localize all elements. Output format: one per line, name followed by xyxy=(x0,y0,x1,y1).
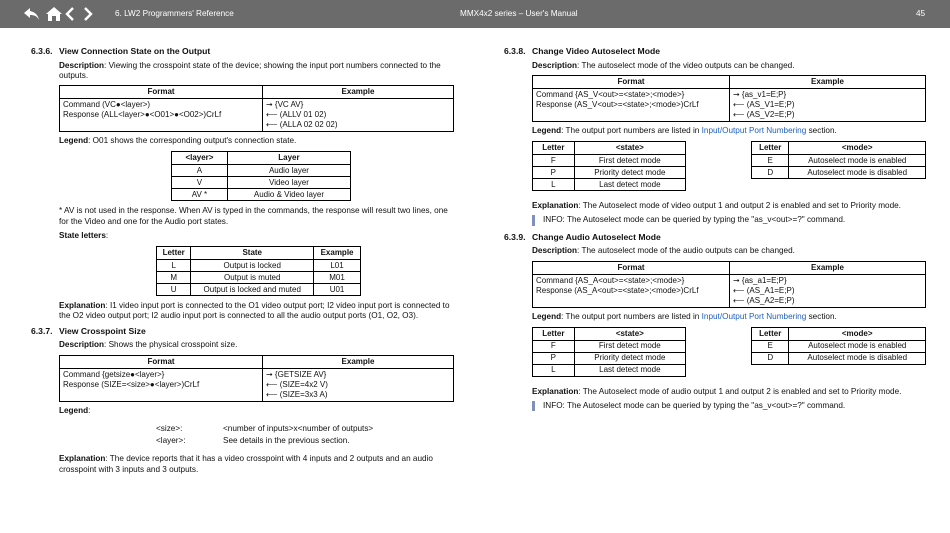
table-row: AV * Audio & Video layer xyxy=(172,189,351,201)
table-row: F First detect mode xyxy=(533,340,686,352)
description: Description: The autoselect mode of the audio outputs can be changed. xyxy=(532,246,795,256)
table-row: P Priority detect mode xyxy=(533,352,686,364)
table-row: E Autoselect mode is enabled xyxy=(752,155,926,167)
table-row: L Last detect mode xyxy=(533,179,686,191)
section-heading: 6.3.8. Change Video Autoselect Mode xyxy=(504,46,660,56)
note: * AV is not used in the response. When AV is typed in the commands, the response will result two lines, one for the Video and one for the Audio port states. xyxy=(59,206,448,226)
info-box: INFO: The Autoselect mode can be queried by typing the "as_v<out>=?" command. xyxy=(532,215,926,225)
legend-row: <size>: <number of inputs>x<number of outputs> xyxy=(156,423,374,433)
table-row: P Priority detect mode xyxy=(533,167,686,179)
chapter-title: 6. LW2 Programmers' Reference xyxy=(115,9,234,18)
right-column xyxy=(504,46,926,417)
format-table: Format Example Command {AS_V<out>=<state>;<mode>} Response (AS_V<out>=<state>;<mode>)CrLf ➞ {as_v1=E;P} ⟵ (AS_V1=E;P) ⟵ (AS_V2=E;P) xyxy=(532,75,926,122)
mode-table: Letter <mode> E Autoselect mode is enabled D Autoselect mode is disabled xyxy=(751,141,926,179)
state-table: Letter <state> F First detect mode P Priority detect mode L Last detect mode xyxy=(532,327,686,377)
explanation: Explanation: The Autoselect mode of audio output 1 and output 2 is enabled and set to Priority mode. xyxy=(532,386,902,396)
table-row: V Video layer xyxy=(172,177,351,189)
mode-table: Letter <mode> E Autoselect mode is enabled D Autoselect mode is disabled xyxy=(751,327,926,365)
state-letters-label: State letters: xyxy=(59,230,109,240)
section-heading: 6.3.6. View Connection State on the Output xyxy=(31,46,211,56)
format-table: Format Example Command (VC●<layer>) Response (ALL<layer>●<O01>●<O02>)CrLf ➞ {VC AV} ⟵ (ALLV 01 02) ⟵ (ALLA 02 02 02) xyxy=(59,85,454,132)
legend: Legend: xyxy=(59,405,91,415)
table-row: D Autoselect mode is disabled xyxy=(752,352,926,364)
table-row: E Autoselect mode is enabled xyxy=(752,340,926,352)
table-row: D Autoselect mode is disabled xyxy=(752,167,926,179)
explanation: Explanation: The Autoselect mode of video output 1 and output 2 is enabled and set to Priority mode. xyxy=(532,201,901,211)
layer-table: <layer> Layer A Audio layer V Video layer AV * Audio & Video layer xyxy=(171,151,351,201)
chevron-left-icon[interactable] xyxy=(63,4,77,24)
port-numbering-link[interactable]: Input/Output Port Numbering xyxy=(701,125,807,135)
table-row: U Output is locked and muted U01 xyxy=(157,284,361,296)
state-table: Letter <state> F First detect mode P Priority detect mode L Last detect mode xyxy=(532,141,686,191)
section-heading: 6.3.7. View Crosspoint Size xyxy=(31,325,146,336)
table-row: L Last detect mode xyxy=(533,364,686,376)
home-icon[interactable] xyxy=(44,4,64,24)
back-icon[interactable] xyxy=(22,4,42,24)
section-heading: 6.3.9. Change Audio Autoselect Mode xyxy=(504,231,661,242)
legend-row: <layer>: See details in the previous section. xyxy=(156,436,350,446)
legend: Legend: O01 shows the corresponding output's connection state. xyxy=(59,136,297,146)
legend: Legend: The output port numbers are listed in Input/Output Port Numbering section. xyxy=(532,311,837,321)
table-row: L Output is locked L01 xyxy=(157,260,361,272)
state-table: Letter State Example L Output is locked L01 M Output is muted M01 U Output is locked and muted U01 xyxy=(156,246,361,296)
format-table: Format Example Command {getsize●<layer>} Response (SIZE=<size>●<layer>)CrLf ➞ {GETSIZE AV} ⟵ (SIZE=4x2 V) ⟵ (SIZE=3x3 A) xyxy=(59,355,454,402)
page-number: 45 xyxy=(916,9,926,18)
description: Description: The autoselect mode of the video outputs can be changed. xyxy=(532,60,795,70)
table-row: A Audio layer xyxy=(172,165,351,177)
description: Description: Shows the physical crosspoint size. xyxy=(59,340,238,350)
format-table: Format Example Command {AS_A<out>=<state>;<mode>} Response (AS_A<out>=<state>;<mode>)CrLf ➞ {as_a1=E;P} ⟵ (AS_A1=E;P) ⟵ (AS_A2=E;P) xyxy=(532,261,926,308)
chevron-right-icon[interactable] xyxy=(81,4,95,24)
top-bar xyxy=(0,0,950,28)
info-box: INFO: The Autoselect mode can be queried by typing the "as_v<out>=?" command. xyxy=(532,401,926,411)
explanation: Explanation: I1 video input port is connected to the O1 video output port; I2 video input port is connected to the O2 video output port; I2 audio input port is connected to all the audio output ports (O1, O2, O3). xyxy=(59,301,450,321)
manual-title: MMX4x2 series – User's Manual xyxy=(460,9,578,18)
table-row: M Output is muted M01 xyxy=(157,272,361,284)
legend: Legend: The output port numbers are listed in Input/Output Port Numbering section. xyxy=(532,125,837,135)
description: Description: Viewing the crosspoint state of the device; showing the input port numbers connected to the outputs. xyxy=(59,60,441,80)
table-row: F First detect mode xyxy=(533,155,686,167)
explanation: Explanation: The device reports that it has a video crosspoint with 4 inputs and 2 outputs and an audio crosspoint with 3 inputs and 3 outputs. xyxy=(59,454,433,474)
left-column xyxy=(31,46,454,479)
port-numbering-link[interactable]: Input/Output Port Numbering xyxy=(701,311,807,321)
